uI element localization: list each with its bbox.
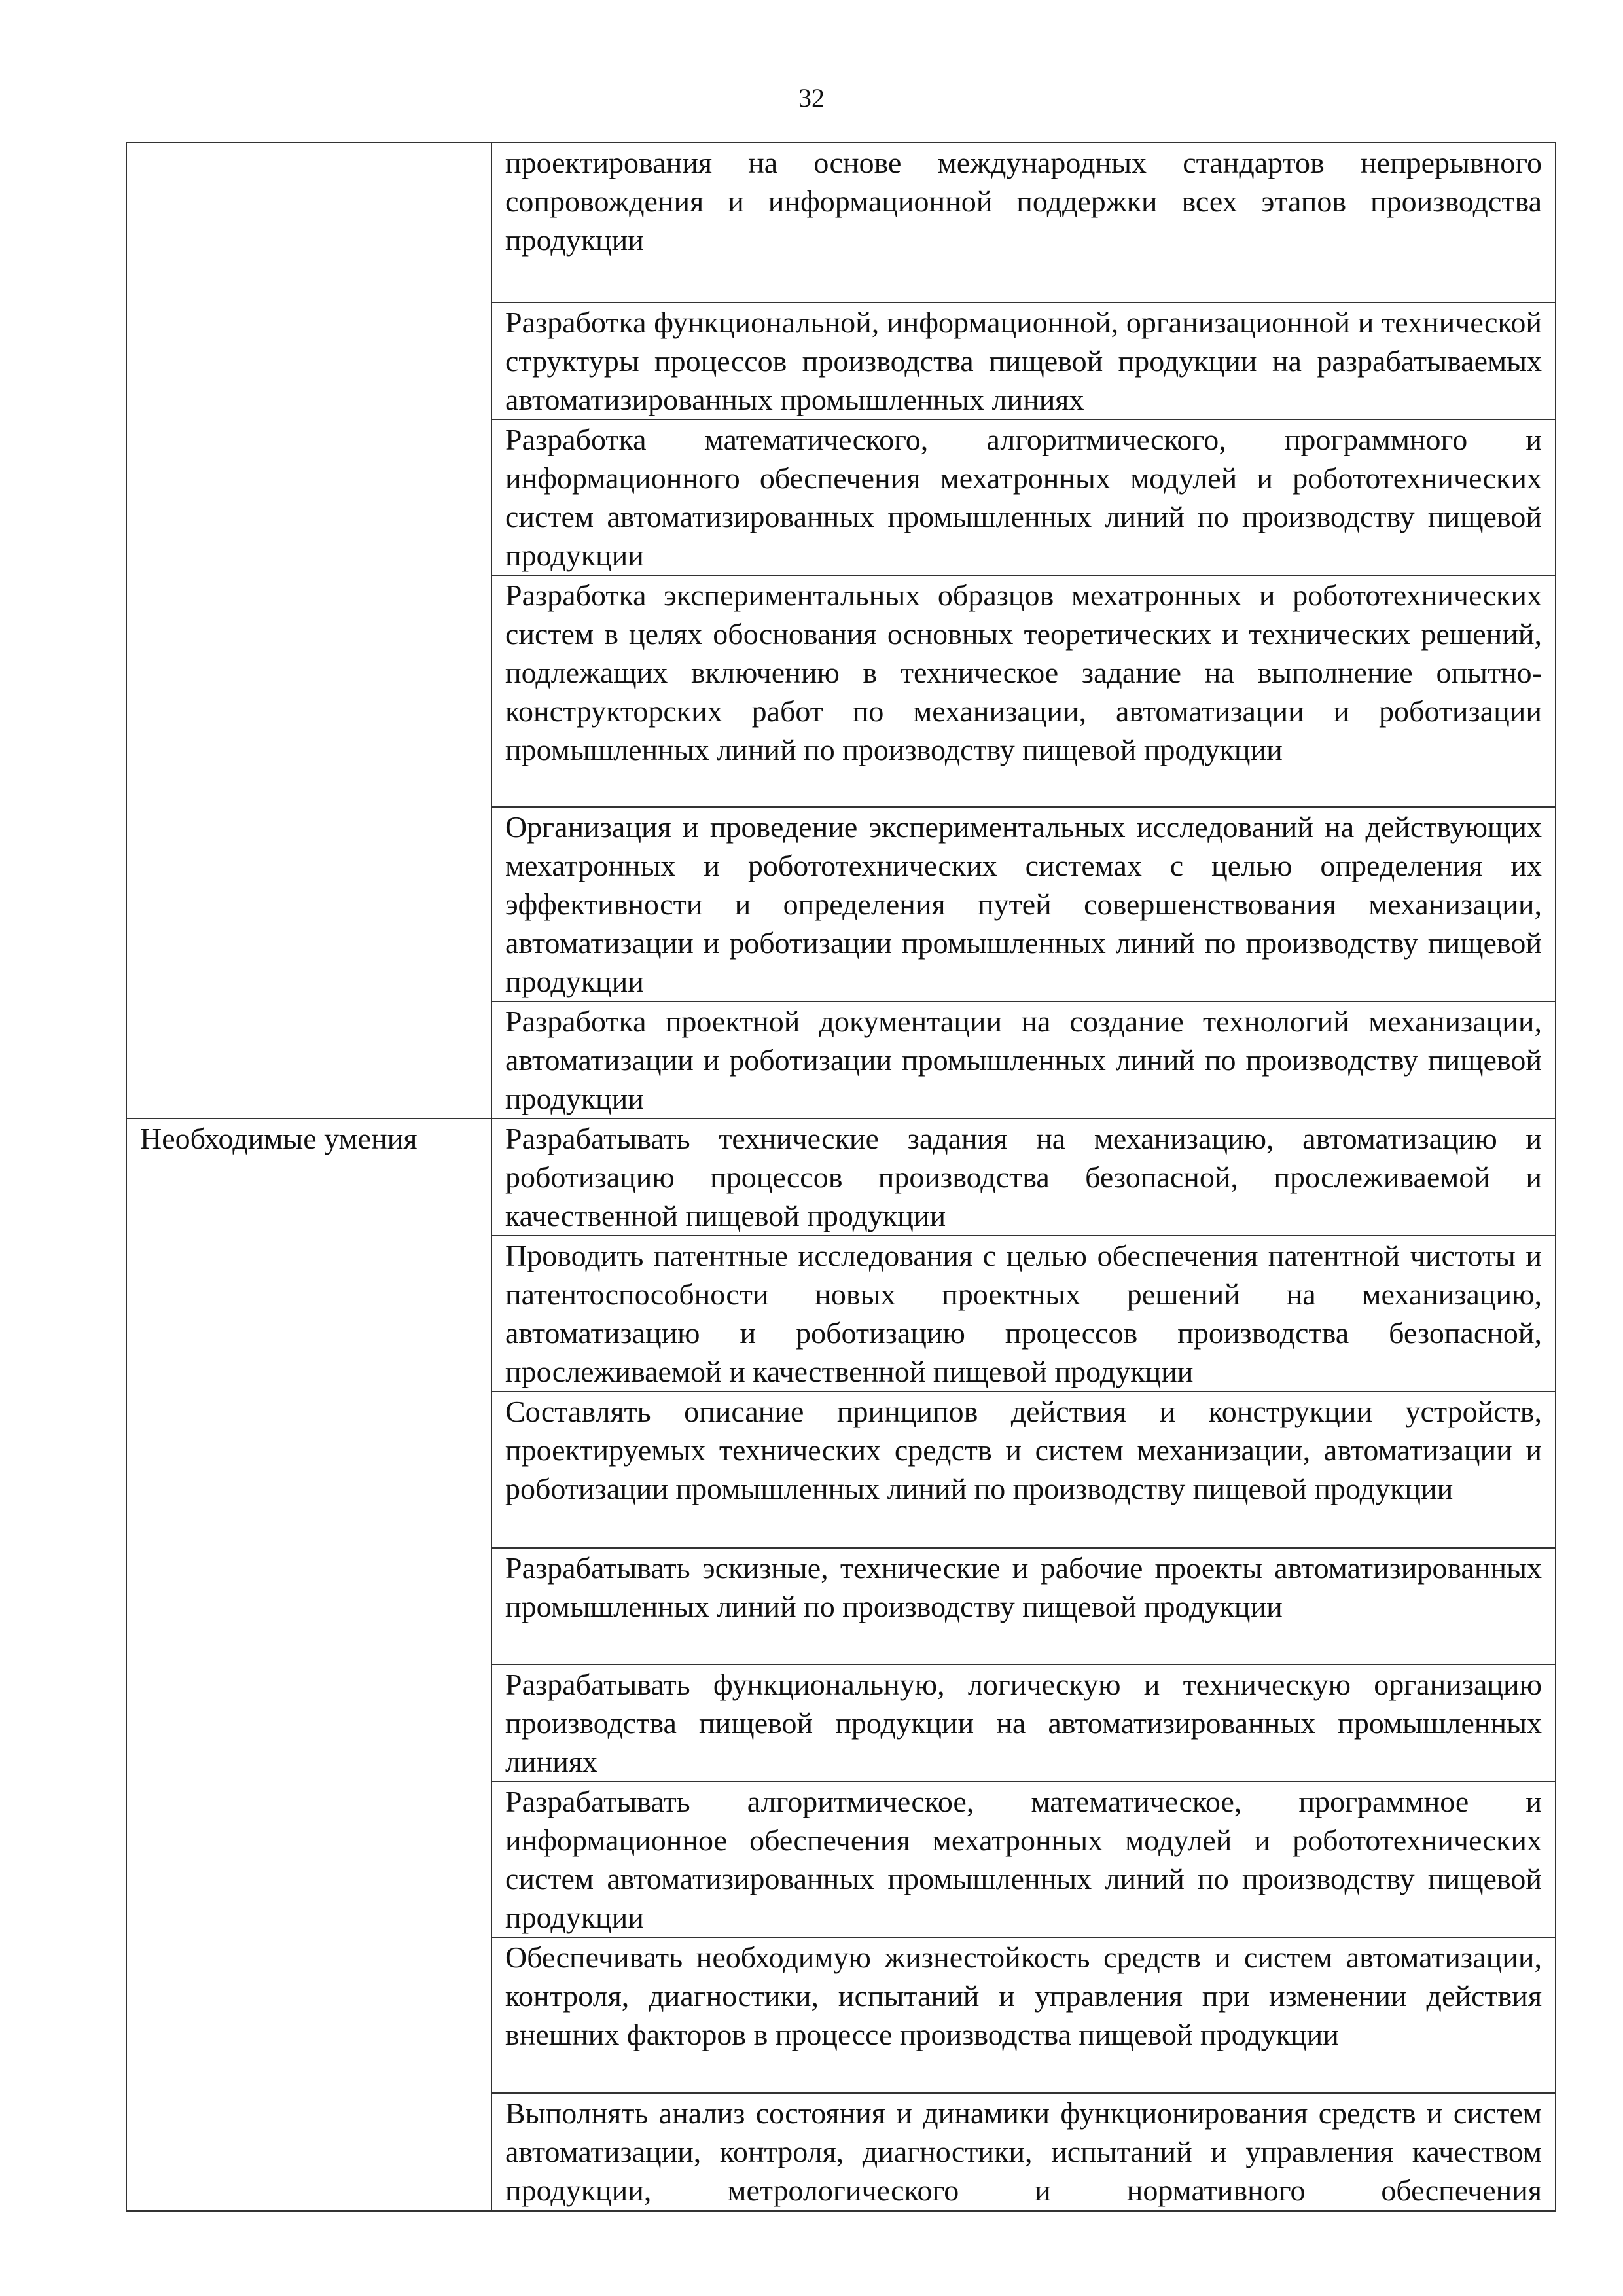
row-text-cell: Проводить патентные исследования с целью обеспечения патентной чистоты и патентоспособности новых проектных решений на механизацию, автоматизацию и роботизацию процессов производства безопасной, прослеживаемой и качественной пищевой продукции bbox=[491, 1236, 1556, 1391]
row-label-cell bbox=[126, 143, 491, 302]
row-label-cell bbox=[126, 420, 491, 575]
row-text-cell: Разработка математического, алгоритмического, программного и информационного обеспечения мехатронных модулей и робототехнических систем автоматизированных промышленных линий по производству пищевой продукции bbox=[491, 420, 1556, 575]
table-row bbox=[126, 420, 1556, 575]
row-text-cell: проектирования на основе международных стандартов непрерывного сопровождения и информационной поддержки всех этапов производства продукции bbox=[491, 143, 1556, 302]
table-row bbox=[126, 143, 1556, 302]
row-text-cell: Разрабатывать функциональную, логическую и техническую организацию производства пищевой продукции на автоматизированных промышленных линиях bbox=[491, 1664, 1556, 1782]
competency-table bbox=[126, 142, 1556, 2212]
row-text-cell: Разработка проектной документации на создание технологий механизации, автоматизации и роботизации промышленных линий по производству пищевой продукции bbox=[491, 1001, 1556, 1119]
row-text-cell: Разработка экспериментальных образцов мехатронных и робототехнических систем в целях обоснования основных теоретических и технических решений, подлежащих включению в техническое задание на выполнение опытно-конструкторских работ по механизации, автоматизации и роботизации промышленных линий по производству пищевой продукции bbox=[491, 575, 1556, 807]
section-label-skills: Необходимые умения bbox=[126, 1119, 491, 2211]
table-row bbox=[126, 1001, 1556, 1119]
table-row bbox=[126, 807, 1556, 1001]
row-label-cell bbox=[126, 302, 491, 420]
table-row bbox=[126, 302, 1556, 420]
table-row bbox=[126, 1119, 1556, 1236]
page-number: 32 bbox=[798, 83, 825, 113]
row-text-cell: Организация и проведение экспериментальных исследований на действующих мехатронных и робототехнических системах с целью определения их эффективности и определения путей совершенствования механизации, автоматизации и роботизации промышленных линий по производству пищевой продукции bbox=[491, 807, 1556, 1001]
row-label-cell bbox=[126, 1001, 491, 1119]
row-text-cell: Разрабатывать эскизные, технические и рабочие проекты автоматизированных промышленных линий по производству пищевой продукции bbox=[491, 1548, 1556, 1664]
table-row bbox=[126, 575, 1556, 807]
row-text-cell: Разработка функциональной, информационной, организационной и технической структуры процессов производства пищевой продукции на разрабатываемых автоматизированных промышленных линиях bbox=[491, 302, 1556, 420]
row-label-cell bbox=[126, 807, 491, 1001]
row-text-cell: Разрабатывать алгоритмическое, математическое, программное и информационное обеспечения мехатронных модулей и робототехнических систем автоматизированных промышленных линий по производству пищевой продукции bbox=[491, 1782, 1556, 1937]
row-label-cell bbox=[126, 575, 491, 807]
row-text-cell: Разрабатывать технические задания на механизацию, автоматизацию и роботизацию процессов производства безопасной, прослеживаемой и качественной пищевой продукции bbox=[491, 1119, 1556, 1236]
row-text-cell: Обеспечивать необходимую жизнестойкость средств и систем автоматизации, контроля, диагностики, испытаний и управления при изменении действия внешних факторов в процессе производства пищевой продукции bbox=[491, 1937, 1556, 2093]
row-text-cell: Составлять описание принципов действия и конструкции устройств, проектируемых технических средств и систем механизации, автоматизации и роботизации промышленных линий по производству пищевой продукции bbox=[491, 1391, 1556, 1548]
row-text-cell: Выполнять анализ состояния и динамики функционирования средств и систем автоматизации, контроля, диагностики, испытаний и управления качеством продукции, метрологического и нормативного обеспечения bbox=[491, 2093, 1556, 2211]
